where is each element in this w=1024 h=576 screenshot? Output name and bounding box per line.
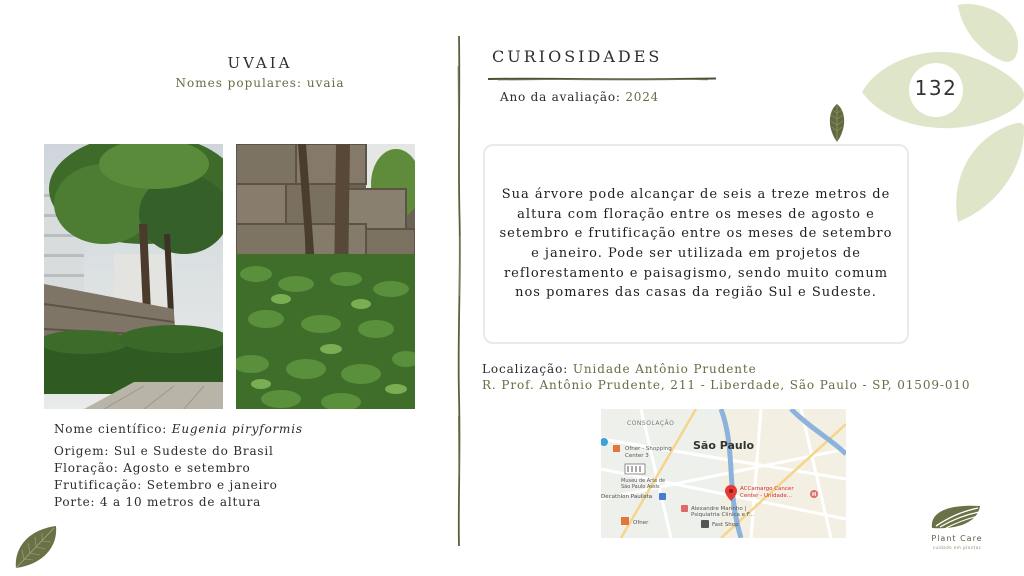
evaluation-year-label: Ano da avaliação:: [500, 90, 621, 104]
map-poi-7: Fast Shop: [712, 522, 739, 528]
svg-text:H: H: [812, 492, 817, 498]
fast-shop-icon: [701, 520, 709, 528]
origin: Origem: Sul e Sudeste do Brasil: [54, 444, 274, 458]
location-unit: Unidade Antônio Prudente: [572, 362, 757, 376]
logo-name: Plant Care: [931, 534, 983, 543]
shopping-icon-2: [621, 517, 629, 525]
popular-names-label: Nomes populares:: [175, 76, 303, 90]
vertical-divider: [455, 36, 463, 546]
map-city: São Paulo: [693, 439, 755, 452]
popular-names-value: uvaia: [306, 76, 345, 90]
map-poi-1: Ofner - Shopping: [625, 446, 672, 452]
map-poi-6: Ofner: [633, 520, 649, 526]
evaluation-year-value: 2024: [625, 90, 660, 104]
flowering: Floração: Agosto e setembro: [54, 461, 251, 475]
curiosities-title: CURIOSIDADES: [492, 47, 663, 66]
evaluation-year: [500, 90, 659, 104]
map-poi-5b: Center - Unidade...: [740, 493, 793, 499]
leaf-icon: [826, 103, 848, 143]
scientific-name: [54, 421, 303, 438]
page-number: 132: [914, 76, 958, 100]
map-poi-3: Decathlon Paulista: [601, 494, 653, 500]
plant-name: UVAIA: [227, 54, 293, 72]
curiosities-text: Sua árvore pode alcançar de seis a treze metros de altura com floração entre os meses de agosto e setembro e frutificação entre os meses de setembro e janeiro. Pode ser utilizada em projetos de reflorestamento e paisagismo, sendo muito comum nos pomares das casas da região Sul e Sudeste.: [499, 187, 893, 301]
tree-photo: [44, 144, 223, 409]
groundcover-photo: [236, 144, 415, 409]
shopping-icon: [613, 445, 620, 452]
location-address: R. Prof. Antônio Prudente, 211 - Liberdade, São Paulo - SP, 01509-010: [482, 378, 971, 392]
size: Porte: 4 a 10 metros de altura: [54, 495, 262, 509]
popular-names: [110, 76, 410, 90]
scientific-name-label: Nome científico:: [54, 422, 168, 436]
scientific-name-value: Eugenia piryformis: [171, 422, 303, 436]
curiosities-card: [483, 144, 909, 344]
map-poi-2b: São Paulo Assis: [621, 484, 660, 490]
leaf-decoration: [860, 0, 1024, 225]
map-poi-2: Museu de Arte de: [621, 478, 666, 484]
title-underline: [488, 68, 716, 76]
map-poi-4b: Psiquiatria Clínica e F...: [691, 512, 755, 518]
location-map[interactable]: [601, 409, 846, 538]
location: [482, 361, 757, 377]
map-poi-4: Alexandre Marinho |: [691, 506, 747, 512]
logo-tagline: cuidado em plantas: [932, 545, 982, 550]
map-poi-5: ACCamargo Cancer: [740, 486, 794, 492]
map-district: CONSOLAÇÃO: [627, 420, 675, 427]
map-poi-1b: Center 3: [625, 453, 649, 459]
store-icon: [659, 493, 666, 500]
plant-facts: [54, 443, 278, 511]
clinic-icon: [681, 505, 688, 512]
location-label: Localização:: [482, 362, 569, 376]
leaf-icon-bottom: [12, 522, 60, 570]
fruiting: Frutificação: Setembro e janeiro: [54, 478, 278, 492]
